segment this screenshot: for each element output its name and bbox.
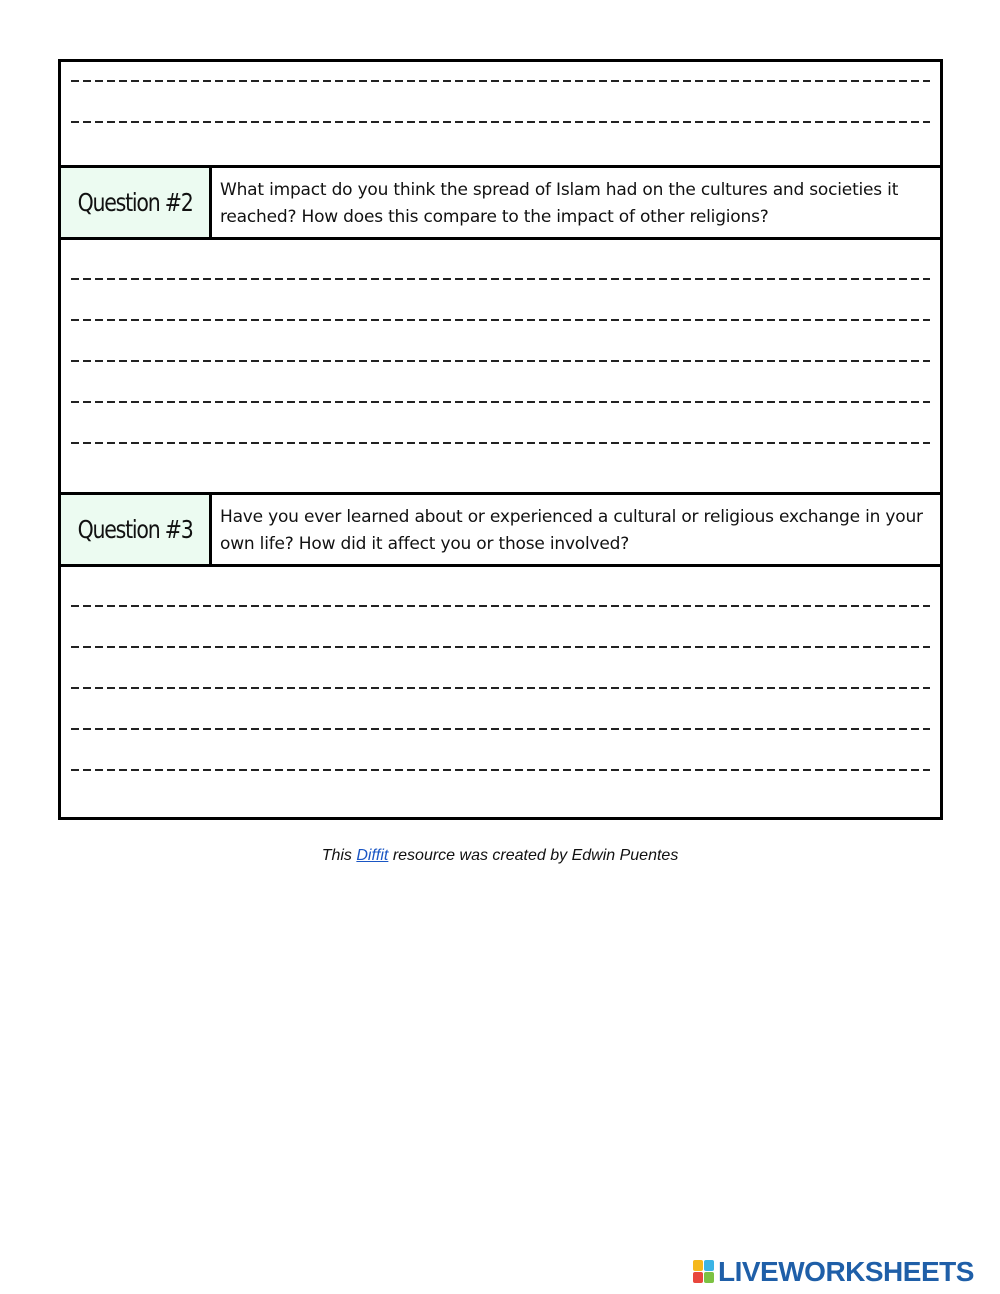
question-label: Question #3 <box>61 495 212 564</box>
credit-suffix: resource was created by Edwin Puentes <box>392 847 679 864</box>
liveworksheets-logo-icon <box>693 1260 715 1284</box>
question-row-2 <box>61 165 940 240</box>
liveworksheets-wordmark: LIVEWORKSHEETS <box>718 1256 974 1287</box>
answer-line[interactable] <box>71 646 930 648</box>
worksheet-table <box>58 59 943 820</box>
answer-line[interactable] <box>71 278 930 280</box>
answer-line[interactable] <box>71 360 930 362</box>
answer-line[interactable] <box>71 687 930 689</box>
answer-line[interactable] <box>71 728 930 730</box>
question-row-3 <box>61 492 940 567</box>
question-text: Have you ever learned about or experienced a cultural or religious exchange in your own life? How did it affect you or those involved? <box>220 507 923 554</box>
credit-prefix: This <box>321 847 352 864</box>
answer-line[interactable] <box>71 401 930 403</box>
question-text: What impact do you think the spread of Islam had on the cultures and societies it reached? How does this compare to the impact of other religions? <box>220 180 899 227</box>
answer-line[interactable] <box>71 80 930 82</box>
liveworksheets-brand[interactable] <box>693 1256 974 1288</box>
credit-line <box>0 847 1000 865</box>
answer-line[interactable] <box>71 769 930 771</box>
answer-area-3[interactable] <box>61 567 940 817</box>
answer-area-2[interactable] <box>61 240 940 492</box>
question-label: Question #2 <box>61 168 212 237</box>
answer-line[interactable] <box>71 605 930 607</box>
answer-line[interactable] <box>71 442 930 444</box>
answer-area-1[interactable] <box>61 62 940 165</box>
diffit-link[interactable]: Diffit <box>356 847 389 864</box>
answer-line[interactable] <box>71 319 930 321</box>
answer-line[interactable] <box>71 121 930 123</box>
